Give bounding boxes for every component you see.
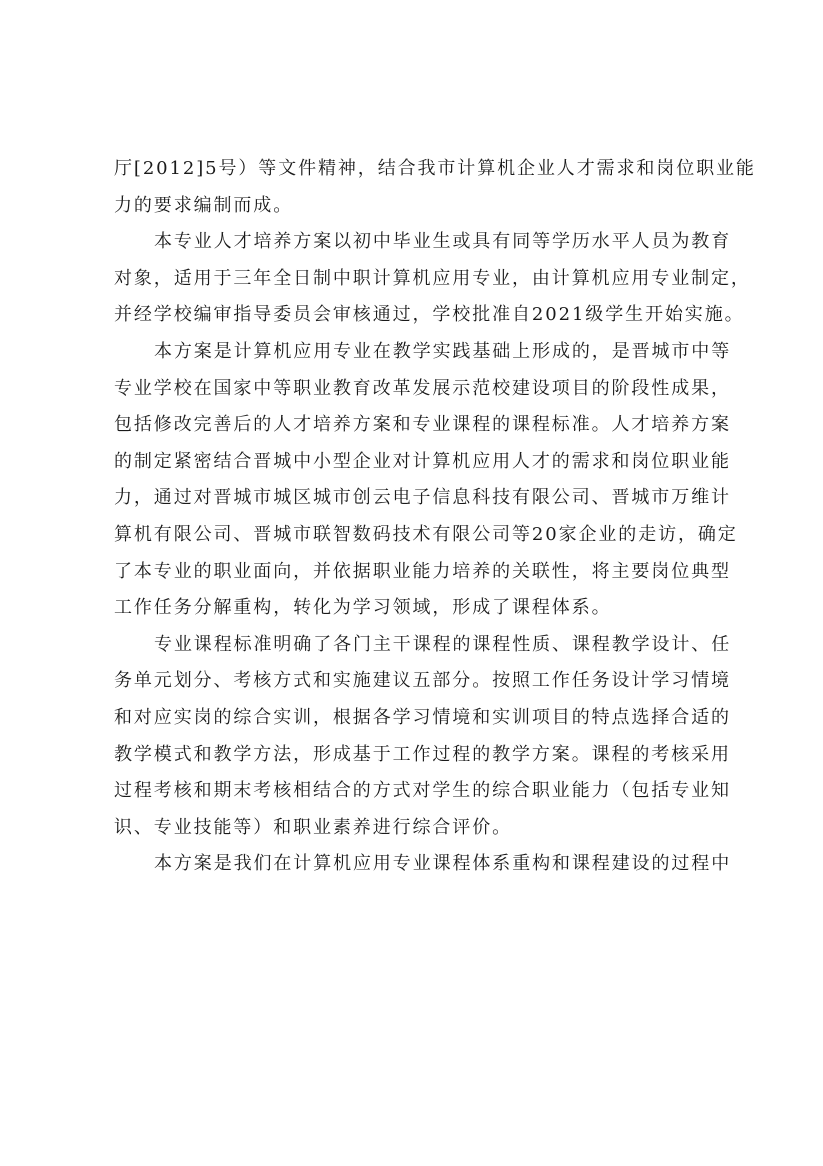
text-line: 专业学校在国家中等职业教育改革发展示范校建设项目的阶段性成果， bbox=[114, 377, 731, 399]
text-line: 的制定紧密结合晋城中小型企业对计算机应用人才的需求和岗位职业能 bbox=[114, 450, 731, 472]
text-line: 算机有限公司、晋城市联智数码技术有限公司等20家企业的走访，确定 bbox=[114, 523, 738, 545]
text-line: 包括修改完善后的人才培养方案和专业课程的课程标准。人才培养方案 bbox=[114, 414, 731, 436]
text-line: 对象，适用于三年全日制中职计算机应用专业，由计算机应用专业制定， bbox=[114, 267, 751, 289]
text-line: 过程考核和期末考核相结合的方式对学生的综合职业能力（包括专业知 bbox=[114, 780, 731, 802]
paragraph bbox=[114, 151, 756, 224]
text-line: 本方案是我们在计算机应用专业课程体系重构和课程建设的过程中 bbox=[154, 853, 732, 875]
text-line: 本方案是计算机应用专业在教学实践基础上形成的，是晋城市中等 bbox=[154, 340, 732, 362]
text-line: 识、专业技能等）和职业素养进行综合评价。 bbox=[114, 816, 512, 838]
paragraph bbox=[114, 224, 751, 334]
document-body bbox=[114, 151, 756, 883]
paragraph bbox=[114, 846, 732, 883]
paragraph bbox=[114, 334, 738, 627]
text-line: 并经学校编审指导委员会审核通过，学校批准自2021级学生开始实施。 bbox=[114, 304, 745, 326]
text-line: 了本专业的职业面向，并依据职业能力培养的关联性，将主要岗位典型 bbox=[114, 560, 731, 582]
text-line: 专业课程标准明确了各门主干课程的课程性质、课程教学设计、任 bbox=[154, 633, 732, 655]
text-line: 本专业人才培养方案以初中毕业生或具有同等学历水平人员为教育 bbox=[154, 231, 732, 253]
text-line: 和对应实岗的综合实训，根据各学习情境和实训项目的特点选择合适的 bbox=[114, 706, 731, 728]
text-line: 务单元划分、考核方式和实施建议五部分。按照工作任务设计学习情境 bbox=[114, 670, 731, 692]
text-line: 教学模式和教学方法，形成基于工作过程的教学方案。课程的考核采用 bbox=[114, 743, 731, 765]
text-line: 厅[2012]5号）等文件精神，结合我市计算机企业人才需求和岗位职业能 bbox=[114, 158, 756, 179]
paragraph bbox=[114, 627, 732, 847]
text-line: 工作任务分解重构，转化为学习领域，形成了课程体系。 bbox=[114, 597, 612, 619]
text-line: 力的要求编制而成。 bbox=[114, 194, 294, 216]
text-line: 力，通过对晋城市城区城市创云电子信息科技有限公司、晋城市万维计 bbox=[114, 487, 731, 509]
